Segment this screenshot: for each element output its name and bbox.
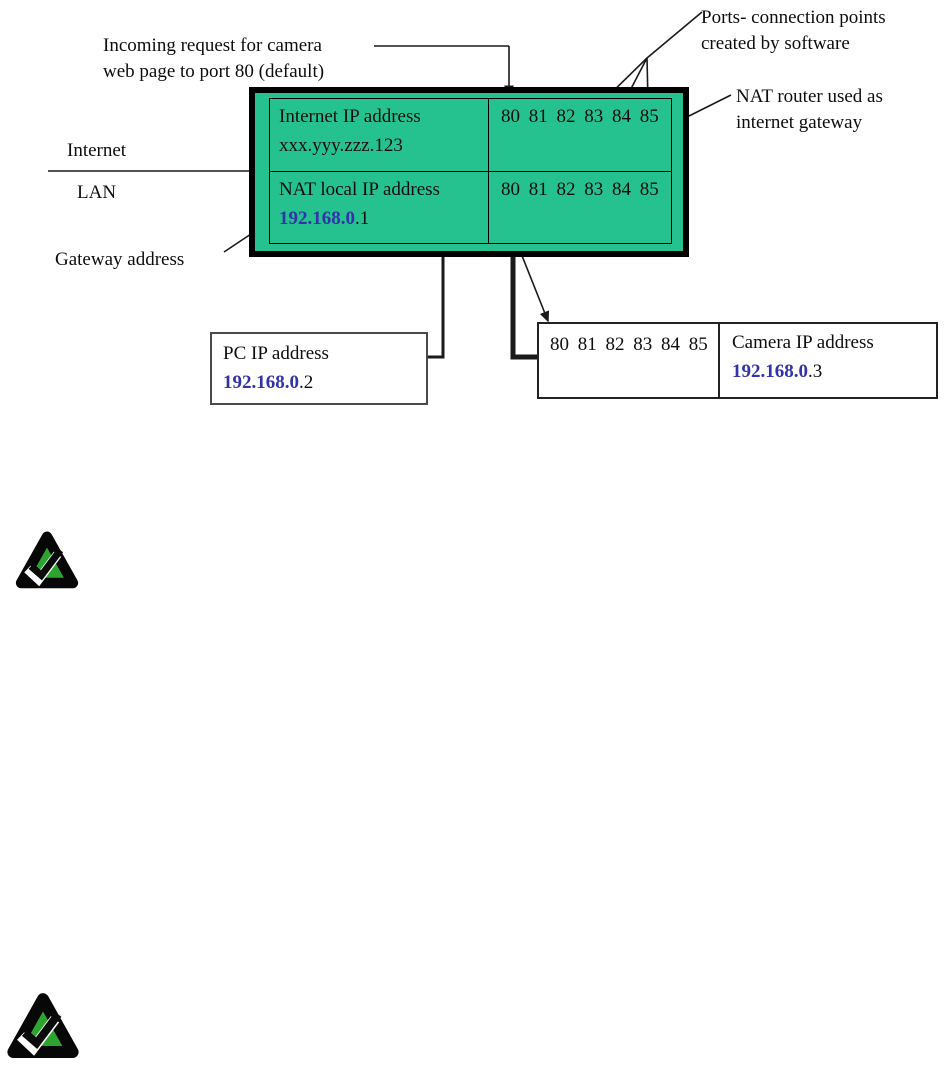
- router-lan-ip: [279, 204, 482, 233]
- ports-note-line2: created by software: [701, 33, 850, 54]
- router-wan-label: Internet IP address: [279, 106, 421, 127]
- camera-ports: 80 81 82 83 84 85: [539, 324, 720, 397]
- router-wan-cell: [270, 99, 489, 172]
- camera-box: [537, 322, 938, 399]
- router-lan-ip-prefix: 192.168.0: [279, 208, 355, 229]
- internet-label: Internet: [67, 140, 127, 161]
- nat-router-box: [249, 87, 689, 257]
- lan-label: LAN: [77, 182, 117, 203]
- camera-info-cell: [720, 324, 936, 397]
- camera-ip-prefix: 192.168.0: [732, 361, 808, 382]
- gateway-address-label: Gateway address: [55, 249, 185, 270]
- router-wan-ip: xxx.yyy.zzz.123: [279, 135, 403, 156]
- incoming-request-line2: web page to port 80 (default): [103, 61, 325, 82]
- nat-router-note: [736, 84, 883, 136]
- ports-note-line1: Ports- connection points: [701, 7, 886, 28]
- incoming-request-line1: Incoming request for camera: [103, 35, 322, 56]
- pc-label: PC IP address: [223, 343, 329, 364]
- camera-label: Camera IP address: [732, 332, 874, 353]
- ports-note: [701, 5, 886, 57]
- connector-router-to-pc: [428, 257, 443, 357]
- router-address-table: [269, 98, 672, 244]
- router-lan-cell: [270, 172, 489, 243]
- green-check-triangle-icon: [11, 527, 83, 597]
- router-wan-ports: 80 81 82 83 84 85: [489, 99, 671, 172]
- router-lan-ip-suffix: .1: [355, 208, 370, 229]
- pc-ip-suffix: .2: [299, 372, 314, 393]
- pc-ip: [223, 368, 426, 397]
- pc-box: [210, 332, 428, 405]
- camera-ip-suffix: .3: [808, 361, 823, 382]
- router-lan-label: NAT local IP address: [279, 179, 440, 200]
- router-lan-ports: 80 81 82 83 84 85: [501, 179, 659, 200]
- line-nat-note: [689, 95, 731, 116]
- camera-ip: [732, 357, 936, 386]
- connector-router-to-camera: [513, 256, 537, 357]
- line-ports-note: [647, 12, 702, 58]
- nat-router-note-line1: NAT router used as: [736, 86, 883, 107]
- incoming-request-note: [103, 33, 324, 85]
- nat-router-note-line2: internet gateway: [736, 112, 863, 133]
- pc-ip-prefix: 192.168.0: [223, 372, 299, 393]
- green-check-triangle-icon: [2, 988, 84, 1068]
